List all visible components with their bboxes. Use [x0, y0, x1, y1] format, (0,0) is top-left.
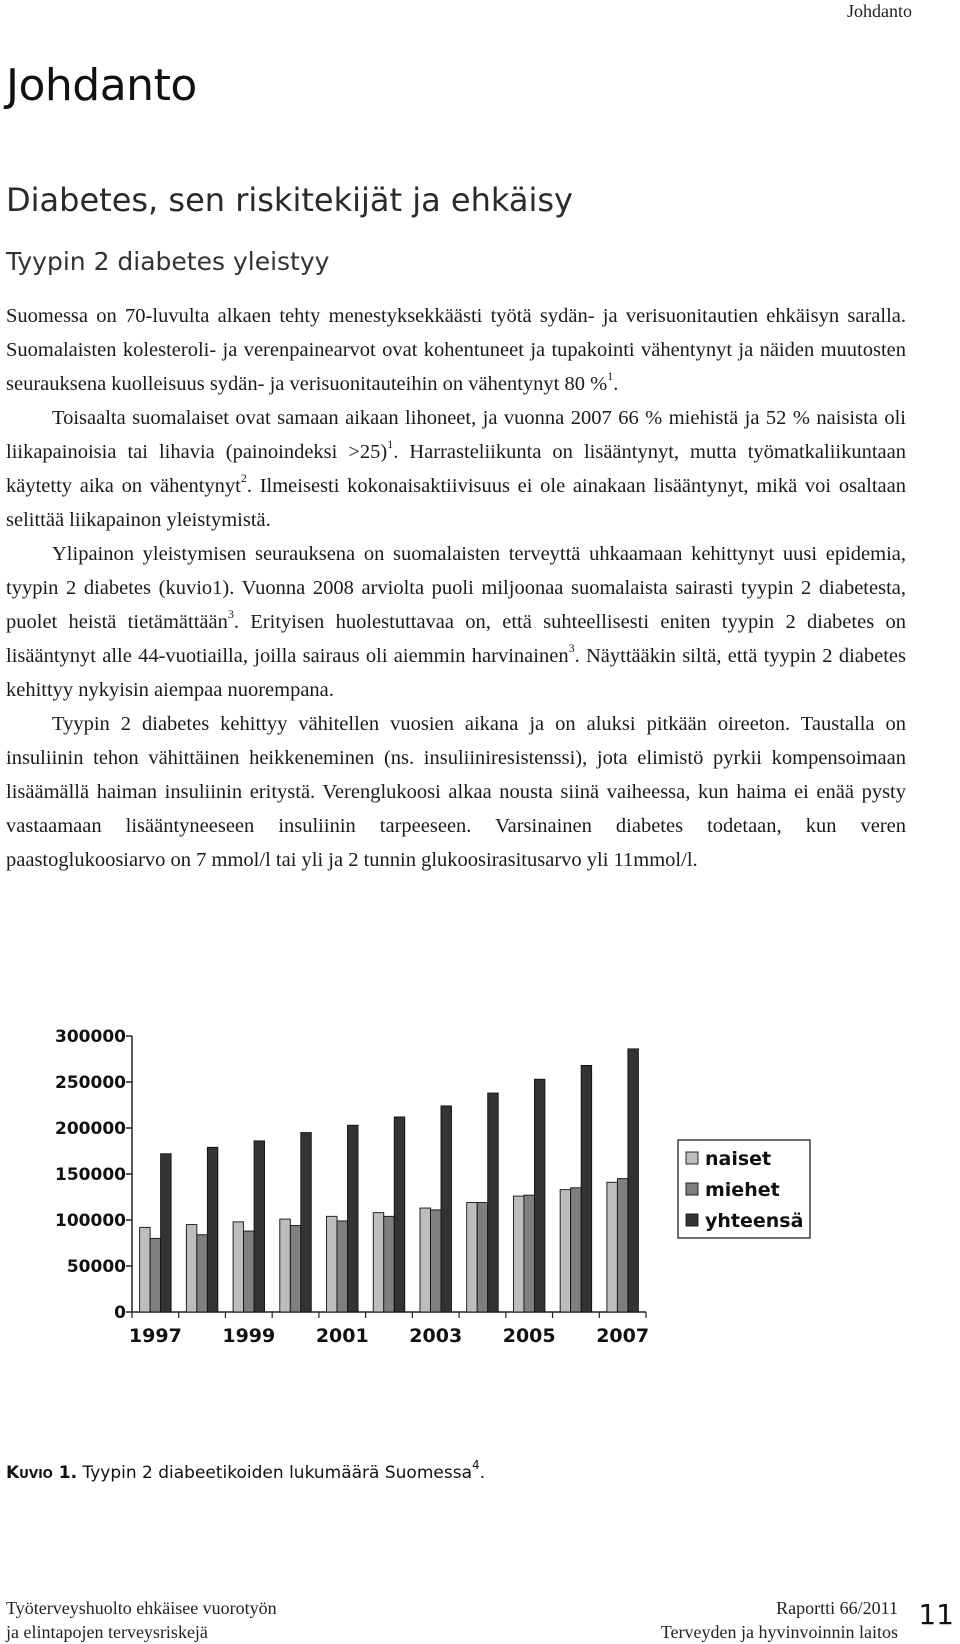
- diabetes-count-bar-chart: [0, 1027, 920, 1400]
- bar-naiset-1997: [140, 1227, 151, 1312]
- paragraph-text: . Harrasteliikunta on lisääntynyt, mutta työmatkaliikuntaan käytetty aika on vähentynyt: [6, 441, 906, 497]
- x-tick-label: 2003: [409, 1325, 463, 1347]
- bar-miehet-2000: [290, 1226, 301, 1312]
- legend-swatch-yhteensä: [686, 1214, 698, 1226]
- y-tick-label: 200000: [55, 1119, 126, 1139]
- paragraph-text: . Näyttääkin siltä, että tyypin 2 diabetes kehittyy nykyisin aiempaa nuorempana.: [6, 645, 906, 701]
- bar-naiset-2004: [467, 1203, 478, 1312]
- bar-naiset-2000: [280, 1219, 291, 1312]
- page-number: 11: [918, 1598, 954, 1631]
- bar-naiset-2001: [327, 1216, 338, 1312]
- bar-miehet-2003: [430, 1210, 441, 1312]
- bar-yhteensä-1997: [161, 1154, 172, 1312]
- bar-yhteensä-2001: [348, 1125, 359, 1312]
- bar-yhteensä-2000: [301, 1133, 312, 1312]
- paragraph-text: Tyypin 2 diabetes kehittyy vähitellen vuosien aikana ja on aluksi pitkään oireeton. Taustalla on insuliinin tehon vähittäinen heikkeneminen (ns. insuliiniresistenssi), jota elimistö pyrkii kompensoimaan lisäämällä haiman insuliinin eritystä. Verenglukoosi alkaa nousta siinä vaiheessa, kun haima ei enää pysty vastaamaan lisääntyneeseen insuliinin tarpeeseen. Varsinainen diabetes todetaan, kun veren paastoglukoosiarvo on 7 mmol/l tai yli ja 2 tunnin glukoosirasitusarvo yli 11mmol/l.: [6, 713, 906, 871]
- bar-miehet-2005: [524, 1195, 535, 1312]
- bar-yhteensä-1998: [207, 1147, 218, 1312]
- reference-number: 1: [607, 369, 614, 384]
- paragraph: [6, 299, 906, 401]
- x-tick-label: 2007: [596, 1325, 650, 1347]
- caption-label: Kuvio 1.: [6, 1463, 78, 1483]
- subsection-heading: Tyypin 2 diabetes yleistyy: [6, 247, 330, 276]
- bar-yhteensä-1999: [254, 1141, 265, 1312]
- bar-yhteensä-2004: [488, 1093, 499, 1312]
- bar-miehet-2006: [571, 1188, 582, 1312]
- bar-naiset-2002: [373, 1213, 384, 1312]
- bar-yhteensä-2003: [441, 1106, 452, 1312]
- figure-caption: [6, 1458, 486, 1484]
- x-tick-label: 2005: [502, 1325, 556, 1347]
- footer-publication-subtitle: ja elintapojen terveysriskejä: [6, 1622, 208, 1642]
- paragraph-text: Toisaalta suomalaiset ovat samaan aikaan lihoneet, ja vuonna 2007 66 % miehistä ja 52 % naisista oli liikapainoisia tai lihavia (painoindeksi >25): [6, 407, 906, 463]
- bar-miehet-2007: [617, 1179, 628, 1312]
- bar-miehet-1999: [244, 1231, 255, 1312]
- bar-naiset-1999: [233, 1222, 244, 1312]
- y-tick-label: 250000: [55, 1073, 126, 1093]
- y-tick-label: 50000: [66, 1257, 126, 1277]
- x-tick-label: 2001: [315, 1325, 369, 1347]
- bar-naiset-1998: [186, 1225, 197, 1312]
- reference-number: 2: [240, 471, 247, 486]
- bar-yhteensä-2005: [534, 1079, 545, 1312]
- bar-naiset-2006: [560, 1190, 571, 1312]
- body-text: [6, 299, 906, 877]
- footer-left: [6, 1596, 277, 1644]
- bar-miehet-2004: [477, 1203, 488, 1312]
- paragraph-text: Ylipainon yleistymisen seurauksena on suomalaisten terveyttä uhkaamaan kehittynyt uusi epidemia, tyypin 2 diabetes (kuvio1). Vuonna 2008 arviolta puoli miljoonaa suomalaista sairasti tyypin 2 diabetesta, puolet heistä tietämättään: [6, 543, 906, 633]
- bar-yhteensä-2002: [394, 1117, 405, 1312]
- legend-swatch-miehet: [686, 1183, 698, 1195]
- bar-miehet-1997: [150, 1238, 161, 1312]
- running-head: Johdanto: [847, 1, 912, 21]
- reference-number: 1: [387, 437, 394, 452]
- bar-miehet-2001: [337, 1221, 348, 1312]
- x-tick-label: 1997: [128, 1325, 182, 1347]
- footer-publisher: Terveyden ja hyvinvoinnin laitos: [660, 1622, 898, 1642]
- reference-number: 3: [227, 607, 234, 622]
- bar-miehet-1998: [197, 1235, 208, 1312]
- bar-naiset-2007: [607, 1182, 618, 1312]
- footer-report-number: Raportti 66/2011: [776, 1598, 898, 1618]
- bar-miehet-2002: [384, 1216, 395, 1312]
- footer-publication-title: Työterveyshuolto ehkäisee vuorotyön: [6, 1598, 277, 1618]
- y-tick-label: 100000: [55, 1211, 126, 1231]
- footer-right: [661, 1596, 898, 1644]
- y-tick-label: 300000: [55, 1027, 126, 1047]
- caption-end: .: [479, 1463, 486, 1483]
- reference-number: 3: [568, 641, 575, 656]
- legend-swatch-naiset: [686, 1152, 698, 1164]
- legend-label: yhteensä: [705, 1210, 804, 1232]
- paragraph-text: . Erityisen huolestuttavaa on, että suhteellisesti eniten tyypin 2 diabetes on lisääntynyt alle 44-vuotiailla, joilla sairaus oli aiemmin harvinainen: [6, 611, 906, 667]
- section-heading: Diabetes, sen riskitekijät ja ehkäisy: [6, 181, 573, 219]
- paragraph: [6, 401, 906, 537]
- y-tick-label: 150000: [55, 1165, 126, 1185]
- paragraph: [6, 537, 906, 707]
- y-tick-label: 0: [114, 1303, 126, 1323]
- caption-reference: 4: [472, 1458, 480, 1473]
- bar-yhteensä-2006: [581, 1065, 592, 1312]
- chapter-title: Johdanto: [6, 60, 197, 111]
- bar-naiset-2005: [513, 1196, 524, 1312]
- legend-label: naiset: [705, 1148, 772, 1170]
- bar-yhteensä-2007: [628, 1049, 639, 1312]
- paragraph-text: .: [613, 373, 619, 395]
- paragraph: [6, 707, 906, 877]
- x-tick-label: 1999: [222, 1325, 276, 1347]
- paragraph-text: . Ilmeisesti kokonaisaktiivisuus ei ole ainakaan lisääntynyt, mikä voi osaltaan selittää liikapainon yleistymistä.: [6, 475, 906, 531]
- caption-text: Tyypin 2 diabeetikoiden lukumäärä Suomessa: [77, 1463, 472, 1483]
- paragraph-text: Suomessa on 70-luvulta alkaen tehty menestyksekkäästi työtä sydän- ja verisuonitautien ehkäisyn saralla. Suomalaisten kolesteroli- ja verenpainearvot ovat kohentuneet ja tupakointi vähentynyt ja näiden muutosten seurauksena kuolleisuus sydän- ja verisuonitauteihin on vähentynyt 80 %: [6, 305, 906, 395]
- legend-label: miehet: [705, 1179, 780, 1201]
- bar-naiset-2003: [420, 1208, 431, 1312]
